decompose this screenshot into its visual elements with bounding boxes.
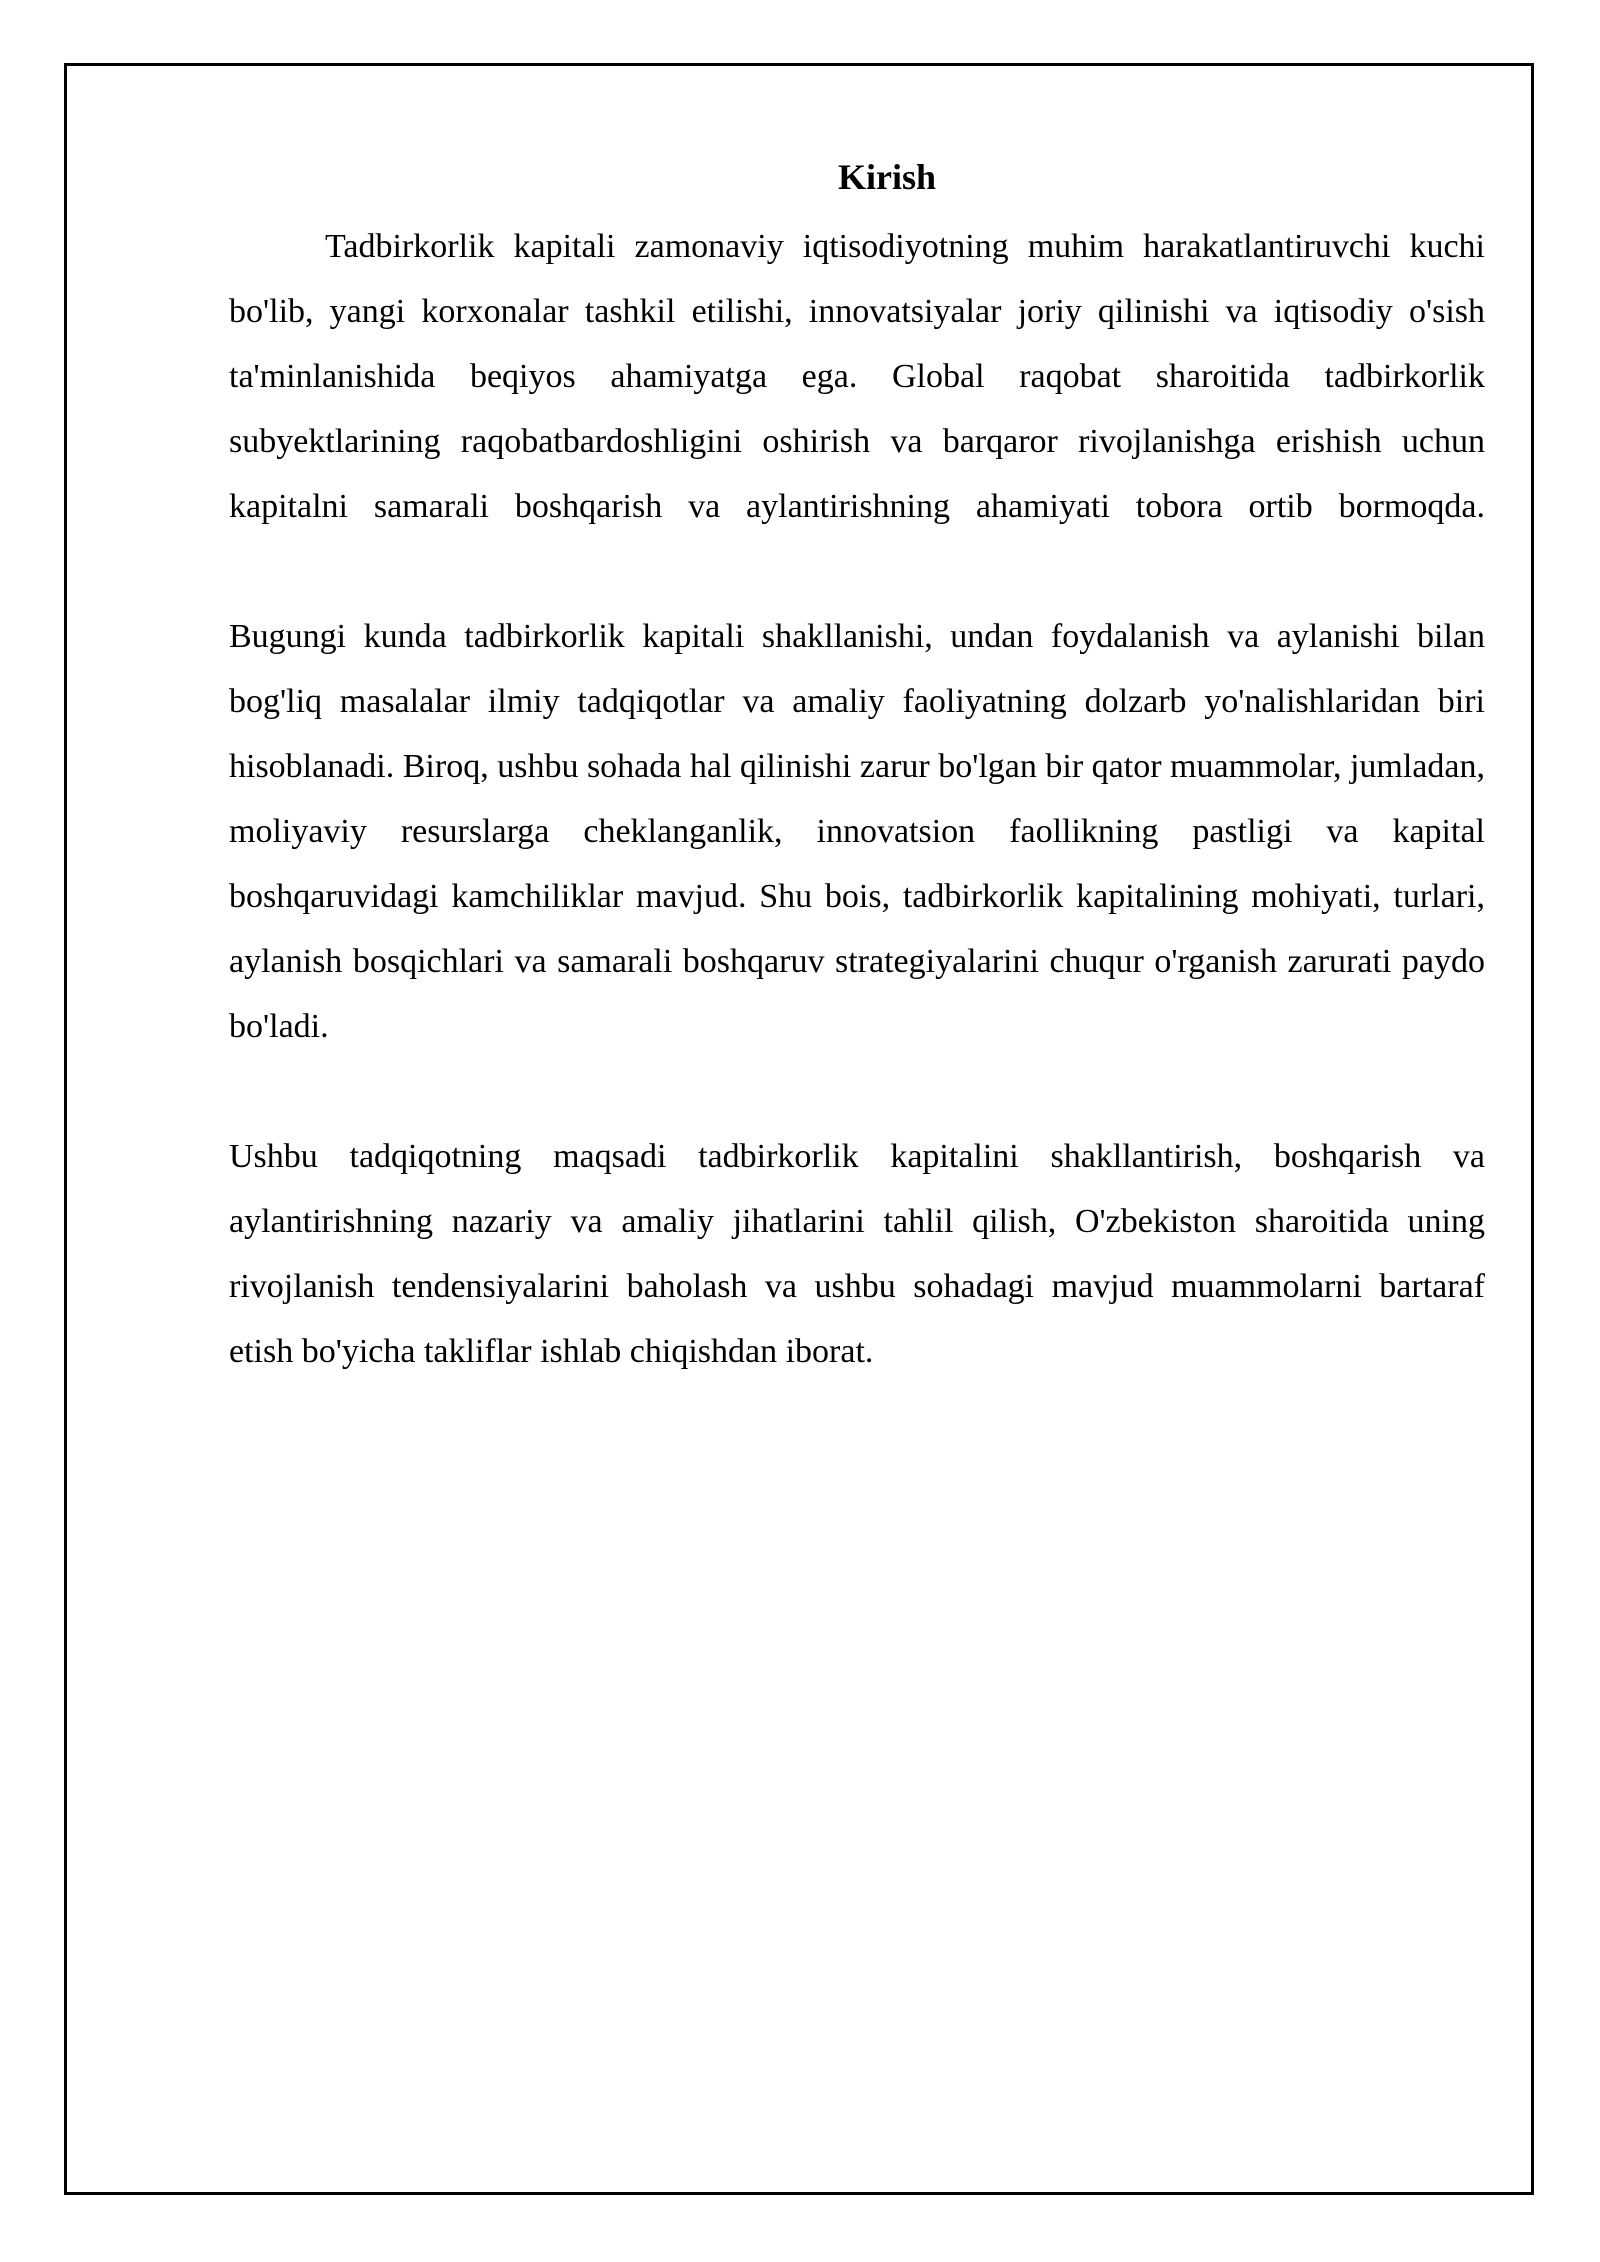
paragraph-1: Tadbirkorlik kapitali zamonaviy iqtisodiyotning muhim harakatlantiruvchi kuchi bo'lib, yangi korxonalar tashkil etilishi, innovatsiyalar joriy qilinishi va iqtisodiy o'sish ta'minlanishida beqiyos ahamiyatga ega. Global raqobat sharoitida tadbirkorlik subyektlarining raqobatbardoshligini oshirish va barqaror rivojlanishga erishish uchun kapitalni samarali boshqarish va aylantirishning ahamiyati tobora ortib bormoqda. bbox=[229, 228, 1485, 525]
paragraph-3: Ushbu tadqiqotning maqsadi tadbirkorlik kapitalini shakllantirish, boshqarish va aylantirishning nazariy va amaliy jihatlarini tahlil qilish, O'zbekiston sharoitida uning rivojlanish tendensiyalarini baholash va ushbu sohadagi mavjud muammolarni bartaraf etish bo'yicha takliflar ishlab chiqishdan iborat. bbox=[229, 1138, 1485, 1370]
paragraph-2: Bugungi kunda tadbirkorlik kapitali shakllanishi, undan foydalanish va aylanishi bilan bog'liq masalalar ilmiy tadqiqotlar va amaliy faoliyatning dolzarb yo'nalishlaridan biri hisoblanadi. Biroq, ushbu sohada hal qilinishi zarur bo'lgan bir qator muammolar, jumladan, moliyaviy resurslarga cheklanganlik, innovatsion faollikning pastligi va kapital boshqaruvidagi kamchiliklar mavjud. Shu bois, tadbirkorlik kapitalining mohiyati, turlari, aylanish bosqichlari va samarali boshqaruv strategiyalarini chuqur o'rganish zarurati paydo bo'ladi. bbox=[229, 618, 1485, 1045]
paragraph-spacer bbox=[229, 539, 1485, 604]
document-body bbox=[229, 140, 1485, 1384]
paragraph-spacer bbox=[229, 1059, 1485, 1124]
document-title: Kirish bbox=[837, 157, 936, 197]
